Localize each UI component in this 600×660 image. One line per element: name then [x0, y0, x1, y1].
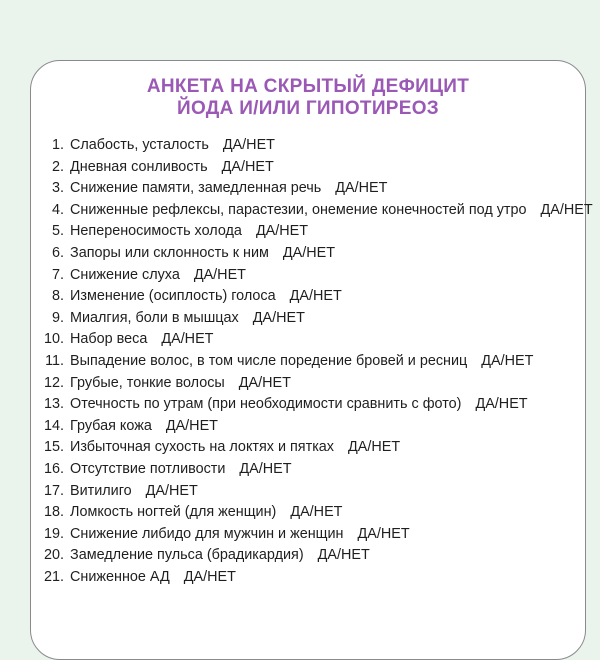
item-number: 16.	[43, 460, 64, 477]
answer-option: ДА/НЕТ	[161, 331, 214, 348]
answer-option: ДА/НЕТ	[335, 180, 388, 197]
item-number: 7.	[51, 266, 64, 283]
item-text: Набор веса	[70, 331, 148, 348]
list-item	[38, 502, 593, 524]
item-text: Слабость, усталость	[70, 137, 209, 153]
item-number: 12.	[43, 374, 64, 391]
list-item	[38, 459, 593, 481]
answer-option: ДА/НЕТ	[357, 525, 410, 542]
list-item	[38, 351, 593, 373]
answer-option: ДА/НЕТ	[221, 158, 274, 175]
answer-option: ДА/НЕТ	[255, 223, 309, 240]
list-item	[38, 157, 593, 179]
list-item	[38, 265, 593, 287]
list-item	[38, 545, 593, 567]
list-item	[38, 200, 593, 222]
item-number: 10.	[43, 331, 64, 348]
item-text: Отечность по утрам (при необходимости сравнить с фото)	[70, 396, 462, 413]
answer-option: ДА/НЕТ	[252, 309, 305, 326]
title-line-2: ЙОДА И/ИЛИ ГИПОТИРЕОЗ	[176, 98, 440, 119]
item-number: 2.	[51, 158, 64, 175]
item-text: Дневная сонливость	[70, 158, 208, 175]
answer-option: ДА/НЕТ	[282, 244, 336, 261]
answer-option: ДА/НЕТ	[348, 439, 401, 456]
answer-option: ДА/НЕТ	[290, 504, 343, 521]
item-text: Запоры или склонность к ним	[70, 244, 269, 261]
answer-option: ДА/НЕТ	[317, 547, 370, 564]
item-text: Выпадение волос, в том числе поредение бровей и ресниц	[70, 352, 468, 369]
answer-option: ДА/НЕТ	[475, 396, 528, 413]
item-text: Миалгия, боли в мышцах	[70, 309, 239, 326]
title-line-1: АНКЕТА НА СКРЫТЫЙ ДЕФИЦИТ	[146, 76, 470, 97]
item-text: Избыточная сухость на локтях и пятках	[70, 439, 334, 456]
answer-option: ДА/НЕТ	[222, 137, 275, 153]
answer-option: ДА/НЕТ	[238, 374, 291, 391]
answer-option: ДА/НЕТ	[239, 460, 292, 477]
item-text: Снижение слуха	[70, 266, 180, 283]
answer-option: ДА/НЕТ	[183, 568, 236, 585]
item-number: 8.	[51, 288, 64, 305]
list-item	[38, 243, 593, 265]
answer-option: ДА/НЕТ	[165, 417, 218, 434]
item-number: 15.	[43, 439, 64, 456]
page-title	[0, 76, 600, 120]
answer-option: ДА/НЕТ	[193, 266, 246, 283]
symptom-list	[38, 135, 593, 588]
item-number: 6.	[51, 244, 64, 261]
item-number: 4.	[51, 201, 64, 218]
item-number: 14.	[43, 417, 64, 434]
item-text: Сниженные рефлексы, парастезии, онемение конечностей под утро	[70, 201, 527, 218]
list-item	[38, 178, 593, 200]
answer-option: ДА/НЕТ	[289, 288, 342, 305]
item-text: Сниженное АД	[70, 568, 170, 585]
item-number: 17.	[43, 482, 64, 499]
list-item	[38, 416, 593, 438]
item-text: Изменение (осиплость) голоса	[70, 288, 276, 305]
list-item	[38, 394, 593, 416]
list-item	[38, 567, 593, 589]
item-text: Непереносимость холода	[70, 223, 242, 240]
list-item	[38, 437, 593, 459]
list-item	[38, 308, 593, 330]
item-text: Снижение памяти, замедленная речь	[70, 180, 322, 197]
item-number: 3.	[51, 180, 64, 197]
item-number: 19.	[43, 525, 64, 542]
item-number: 11.	[45, 352, 64, 369]
item-text: Ломкость ногтей (для женщин)	[70, 504, 277, 521]
answer-option: ДА/НЕТ	[481, 352, 534, 369]
list-item	[38, 221, 593, 243]
item-number: 21.	[43, 568, 64, 585]
item-number: 20.	[43, 547, 64, 564]
item-text: Грубая кожа	[70, 417, 152, 434]
item-text: Замедление пульса (брадикардия)	[70, 547, 304, 564]
item-text: Грубые, тонкие волосы	[70, 374, 225, 391]
item-text: Витилиго	[70, 482, 132, 499]
list-item	[38, 135, 593, 157]
answer-option: ДА/НЕТ	[540, 201, 593, 218]
item-number: 5.	[51, 223, 64, 240]
list-item	[38, 481, 593, 503]
answer-option: ДА/НЕТ	[145, 482, 198, 499]
item-text: Отсутствие потливости	[70, 460, 226, 477]
list-item	[38, 373, 593, 395]
item-text: Снижение либидо для мужчин и женщин	[70, 525, 344, 542]
item-number: 1.	[51, 137, 64, 153]
item-number: 13.	[43, 396, 64, 413]
item-number: 18.	[43, 504, 64, 521]
item-number: 9.	[51, 309, 64, 326]
list-item	[38, 329, 593, 351]
list-item	[38, 286, 593, 308]
list-item	[38, 524, 593, 546]
